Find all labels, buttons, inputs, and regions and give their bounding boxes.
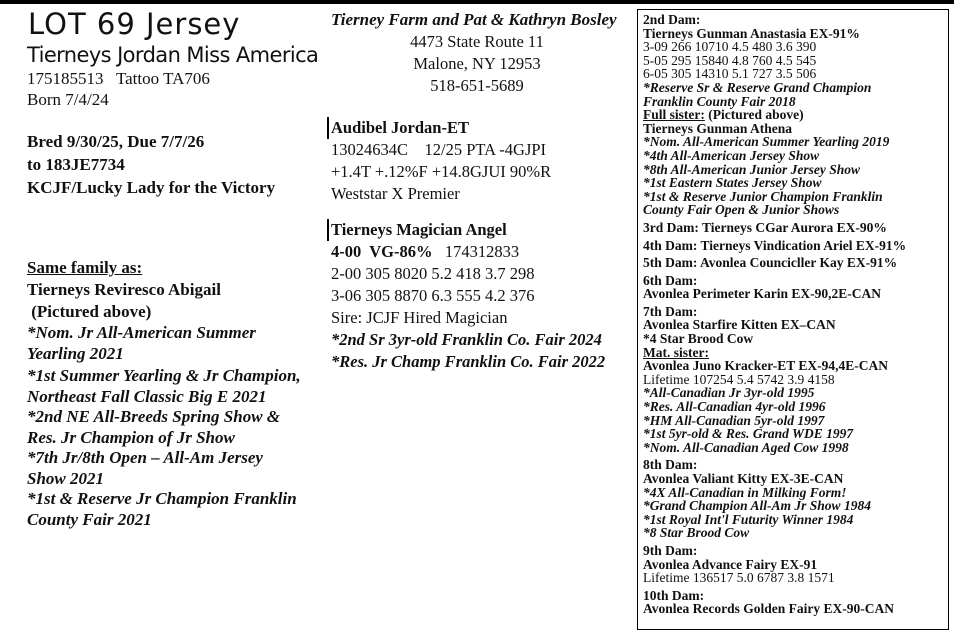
pedigree-line: Avonlea Valiant Kitty EX-3E-CAN [643, 471, 844, 486]
service-sire: to 183JE7734 [27, 155, 125, 174]
family-heading: Same family as: [27, 258, 143, 277]
pedigree-line: *All-Canadian Jr 3yr-old 1995 [643, 385, 815, 401]
pedigree-line [643, 108, 943, 122]
family-section [27, 257, 327, 530]
family-honor: *2nd NE All-Breeds Spring Show & [27, 407, 281, 426]
pedigree-line: *1st Eastern States Jersey Show [643, 175, 822, 191]
dam-score-line [331, 241, 636, 263]
dam-block [327, 219, 636, 241]
cow-name: Tierneys Jordan Miss America [27, 43, 319, 67]
dam-record: 3-06 305 8870 6.3 555 4.2 376 [331, 286, 535, 305]
pedigree-line: *Reserve Sr & Reserve Grand Champion [643, 79, 872, 95]
pedigree-line: Avonlea Starfire Kitten EX–CAN [643, 317, 836, 333]
pedigree-line: *8th All-American Junior Jersey Show [643, 161, 861, 177]
owner-pedigree-column [331, 9, 636, 373]
maternal-pedigree-box [637, 9, 949, 630]
pedigree-line: *HM All-Canadian 5yr-old 1997 [643, 412, 825, 428]
pedigree-line: *1st 5yr-old & Res. Grand WDE 1997 [643, 426, 854, 442]
pedigree-line: *Nom. All-American Summer Yearling 2019 [643, 134, 890, 150]
pedigree-heading: Mat. sister: [643, 344, 709, 360]
pedigree-line: 5th Dam: Avonlea Councicller Kay EX-91% [643, 255, 898, 271]
dam-honor: *2nd Sr 3yr-old Franklin Co. Fair 2024 [331, 330, 602, 349]
lot-title: LOT 69 Jersey [28, 7, 241, 41]
owner-phone: 518-651-5689 [430, 76, 524, 95]
pedigree-line: 2nd Dam: [643, 12, 701, 27]
sire-name: Audibel Jordan-ET [331, 118, 469, 137]
owner-city: Malone, NY 12953 [413, 54, 541, 73]
sire-proof-components: +1.4T +.12%F +14.8GJUI 90%R [331, 162, 552, 181]
pedigree-line: 10th Dam: [643, 587, 705, 603]
pedigree-line: 3rd Dam: Tierneys CGar Aurora EX-90% [643, 219, 887, 235]
pedigree-line [643, 346, 943, 360]
pedigree-line: Franklin County Fair 2018 [643, 93, 796, 109]
pedigree-line: 6-05 305 14310 5.1 727 3.5 506 [643, 66, 817, 82]
family-honor: *1st Summer Yearling & Jr Champion, [27, 366, 301, 385]
pedigree-line: *1st Royal Int'l Futurity Winner 1984 [643, 511, 854, 527]
pedigree-line: *Nom. All-Canadian Aged Cow 1998 [643, 439, 849, 455]
family-honor: Res. Jr Champion of Jr Show [27, 427, 235, 447]
family-honor: *Nom. Jr All-American Summer [27, 323, 256, 342]
lot-info-column [27, 8, 327, 530]
pedigree-line: *4th All-American Jersey Show [643, 147, 820, 163]
pedigree-line: 3-09 266 10710 4.5 480 3.6 390 [643, 39, 817, 55]
dam-record: 2-00 305 8020 5.2 418 3.7 298 [331, 264, 535, 283]
pedigree-line: Avonlea Perimeter Karin EX-90,2E-CAN [643, 286, 881, 302]
top-rule [0, 0, 954, 4]
pedigree-line: Lifetime 136517 5.0 6787 3.8 1571 [643, 570, 835, 586]
pedigree-line: 9th Dam: [643, 542, 698, 558]
family-honor: *1st & Reserve Jr Champion Franklin [27, 489, 297, 508]
pedigree-line: Avonlea Advance Fairy EX-91 [643, 556, 818, 572]
owner-street: 4473 State Route 11 [410, 32, 544, 51]
sire-block [327, 117, 636, 139]
pedigree-line: 8th Dam: [643, 457, 698, 473]
registration-tattoo: 175185513 Tattoo TA706 [27, 69, 210, 88]
birth-date: Born 7/4/24 [27, 90, 109, 109]
pedigree-line: *4 Star Brood Cow [643, 331, 754, 347]
pedigree-line: Avonlea Juno Kracker-ET EX-94,4E-CAN [643, 358, 888, 374]
dam-name: Tierneys Magician Angel [331, 220, 507, 239]
pedigree-line: County Fair Open & Junior Shows [643, 202, 840, 218]
sire-pedigree: Weststar X Premier [331, 184, 460, 203]
pedigree-line-rest: (Pictured above) [704, 107, 804, 123]
family-member-note: (Pictured above) [27, 302, 152, 321]
dam-score: 4-00 VG-86% [331, 242, 433, 261]
pedigree-line: Lifetime 107254 5.4 5742 3.9 4158 [643, 371, 835, 387]
pedigree-line: *1st & Reserve Junior Champion Franklin [643, 188, 883, 204]
pedigree-line: 7th Dam: [643, 303, 698, 319]
pedigree-line: 5-05 295 15840 4.8 760 4.5 545 [643, 52, 817, 68]
family-honor: Show 2021 [27, 468, 104, 488]
family-honor: Northeast Fall Classic Big E 2021 [27, 386, 267, 406]
pedigree-line: 4th Dam: Tierneys Vindication Ariel EX-91% [643, 237, 907, 253]
pedigree-line: *8 Star Brood Cow [643, 525, 750, 541]
pedigree-heading: Full sister: [643, 107, 705, 123]
service-sire-name: KCJF/Lucky Lady for the Victory [27, 178, 276, 197]
sire-proof: 13024634C 12/25 PTA -4GJPI [331, 140, 547, 159]
owner-name: Tierney Farm and Pat & Kathryn Bosley [331, 10, 617, 29]
dam-registration: 174312833 [432, 242, 520, 261]
family-honor: Yearling 2021 [27, 343, 124, 363]
family-member-name: Tierneys Reviresco Abigail [27, 280, 221, 299]
pedigree-line: *Grand Champion All-Am Jr Show 1984 [643, 498, 871, 514]
breeding-info [27, 130, 327, 199]
pedigree-line: *4X All-Canadian in Milking Form! [643, 484, 847, 500]
family-honor: *7th Jr/8th Open – All-Am Jersey [27, 448, 263, 467]
pedigree-line: 6th Dam: [643, 272, 698, 288]
dam-sire: Sire: JCJF Hired Magician [331, 308, 508, 327]
pedigree-line: Avonlea Records Golden Fairy EX-90-CAN [643, 601, 894, 617]
family-honor: County Fair 2021 [27, 509, 152, 529]
pedigree-line: *Res. All-Canadian 4yr-old 1996 [643, 399, 826, 415]
pedigree-line: Tierneys Gunman Athena [643, 120, 793, 136]
dam-honor: *Res. Jr Champ Franklin Co. Fair 2022 [331, 352, 606, 371]
bred-date: Bred 9/30/25, Due 7/7/26 [27, 132, 205, 151]
pedigree-line: Tierneys Gunman Anastasia EX-91% [643, 25, 860, 41]
